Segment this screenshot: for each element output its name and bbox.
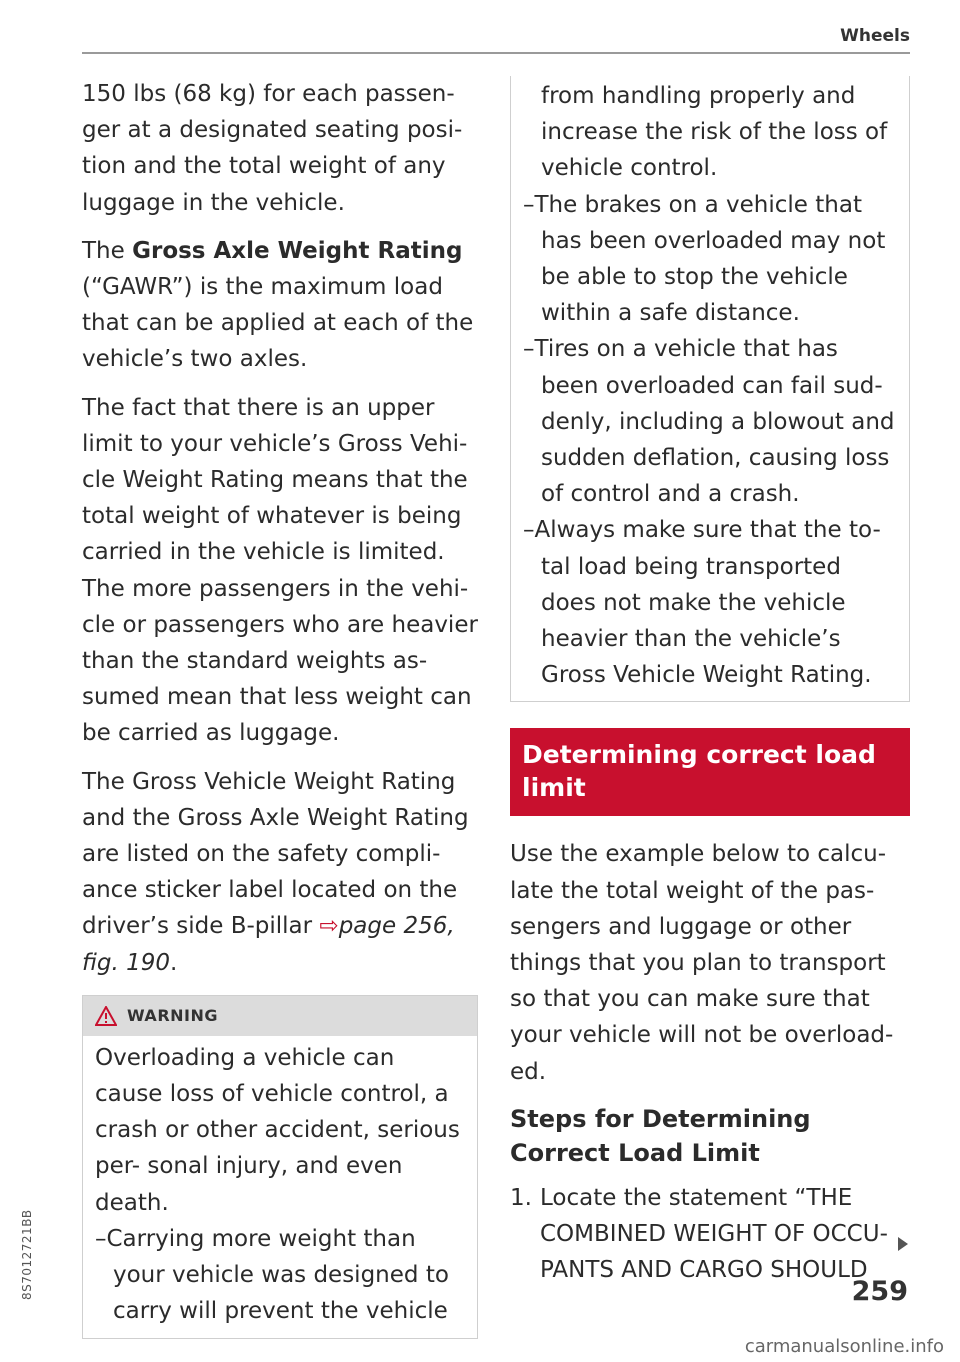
section-header: Wheels [840, 26, 910, 46]
step-item-1 [510, 1180, 910, 1289]
section-heading-load-limit: Determining correct load limit [510, 728, 910, 816]
warning-bullet-3: –Tires on a vehicle that has been overloaded can fail sud- denly, including a blowout and sudden deflation, causing loss of control and a crash. [523, 336, 895, 508]
warning-box-continued [510, 76, 910, 702]
warning-triangle-icon [95, 1006, 117, 1026]
paragraph-example: Use the example below to calcu- late the total weight of the pas- sengers and luggage or other things that you plan to transport so that you can make sure that your vehicle will not be overload- ed. [510, 841, 894, 1085]
sticker-text-end: . [169, 949, 178, 976]
warning-box [82, 995, 478, 1339]
warning-bullet-2: –The brakes on a vehicle that has been overloaded may not be able to stop the vehicle within a safe distance. [523, 191, 886, 327]
header-rule [82, 52, 910, 54]
paragraph-sticker-location [82, 764, 478, 981]
warning-body [83, 1036, 477, 1338]
gawr-text-post: (“GAWR”) is the maximum load that can be applied at each of the vehicle’s two axles. [82, 274, 474, 373]
gawr-term: Gross Axle Weight Rating [132, 237, 463, 264]
right-column [510, 76, 910, 1288]
left-column [82, 76, 478, 1339]
step-number: 1. [510, 1184, 532, 1211]
continue-arrow-icon [898, 1237, 908, 1251]
warning-title: WARNING [127, 1005, 218, 1025]
paragraph-upper-limit: The fact that there is an upper limit to your vehicle’s Gross Vehi- cle Weight Rating means that the total weight of whatever is being carried in the vehicle is limited. The more passengers in the vehi- cle or passengers who are heavier than the standard weights as- sumed mean that less weight can be carried as luggage. [82, 394, 478, 747]
warning-bullet-4: –Always make sure that the to- tal load being transported does not make the vehicle heavier than the vehicle’s Gross Vehicle Weight Rating. [523, 517, 881, 689]
warning-bullet-1-continued: from handling properly and increase the risk of the loss of vehicle control. [541, 83, 888, 182]
step-text: Locate the statement “THE COMBINED WEIGHT OF OCCU- PANTS AND CARGO SHOULD [540, 1184, 888, 1284]
paragraph-gawr [82, 233, 478, 378]
warning-bullet-1: –Carrying more weight than your vehicle was designed to carry will prevent the vehicle [95, 1225, 449, 1325]
page-reference-link[interactable]: page 256, fig. 190 [82, 913, 455, 976]
warning-intro: Overloading a vehicle can cause loss of vehicle control, a crash or other accident, serious per- sonal injury, and even death. [95, 1044, 460, 1216]
gawr-text-pre: The [82, 237, 133, 264]
warning-header [83, 996, 477, 1036]
steps-subheading: Steps for Determining Correct Load Limit [510, 1104, 811, 1167]
side-document-code: 8S7012721BB [20, 1209, 34, 1300]
watermark: carmanualsonline.info [744, 1336, 944, 1357]
paragraph-passenger-weight: 150 lbs (68 kg) for each passen- ger at a designated seating posi- tion and the total weight of any luggage in the vehicle. [82, 81, 463, 216]
cross-reference-arrow-icon: ⇨ [319, 913, 339, 940]
page-number: 259 [851, 1276, 908, 1307]
sticker-text: The Gross Vehicle Weight Rating and the Gross Axle Weight Rating are listed on the safety compli- ance sticker label located on the driver’s side B-pillar [82, 768, 469, 940]
